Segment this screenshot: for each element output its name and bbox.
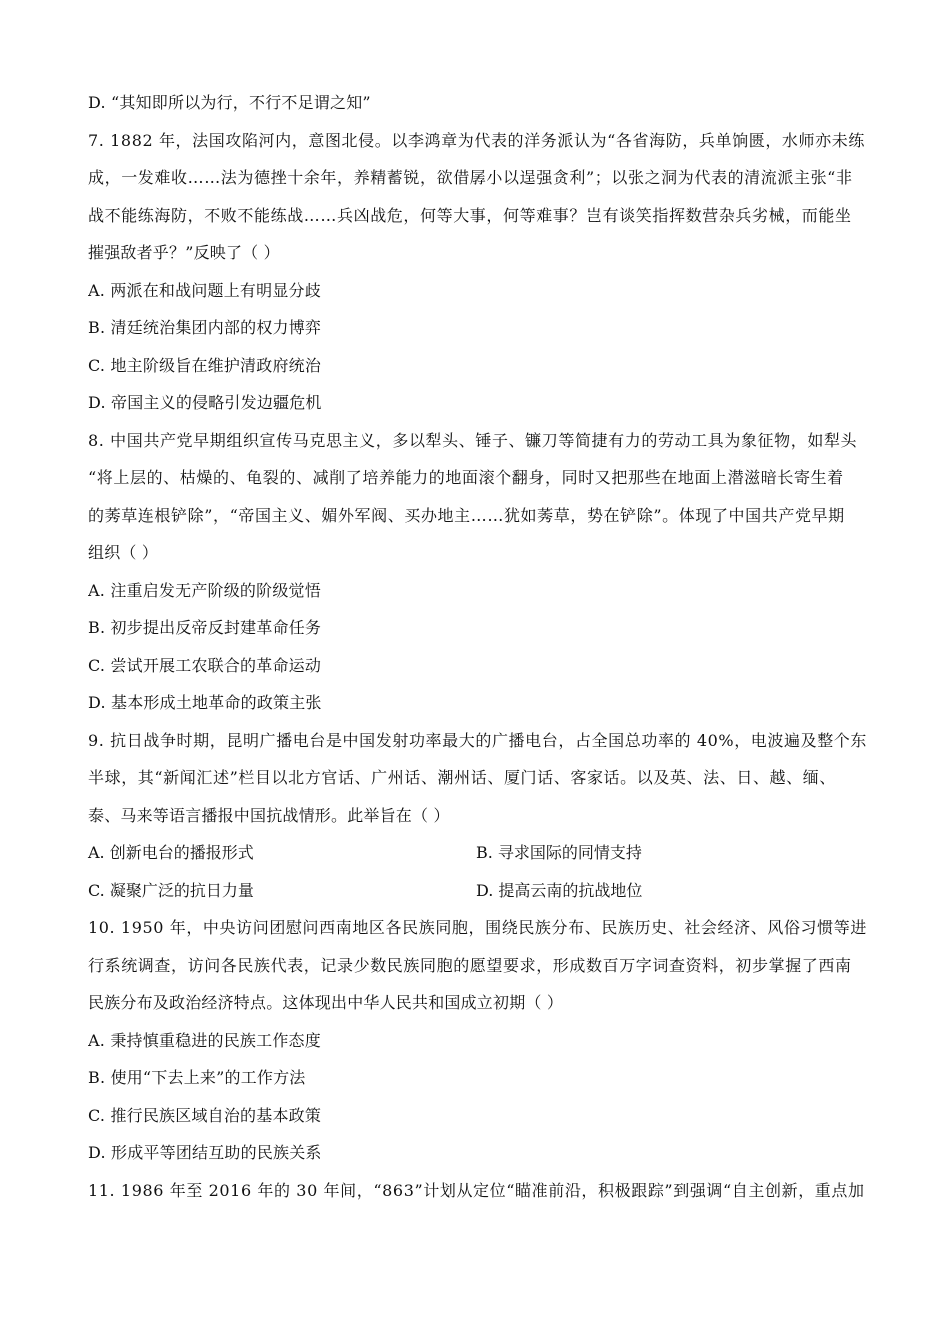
option-a: A. 秉持慎重稳进的民族工作态度 [88, 1030, 321, 1050]
option-row [88, 842, 878, 880]
question-stem-line: “将上层的、枯燥的、龟裂的、减削了培养能力的地面滚个翻身，同时又把那些在地面上潜滋暗长寄生着 [88, 468, 844, 487]
option-b: B. 初步提出反帝反封建革命任务 [88, 618, 322, 637]
question-stem-line: 的莠草连根铲除”，“帝国主义、媚外军阀、买办地主……犹如莠草，势在铲除”。体现了中国共产党早期 [88, 505, 845, 525]
option-a: A. 创新电台的播报形式 [88, 843, 254, 862]
question-stem-line: 民族分布及政治经济特点。这体现出中华人民共和国成立初期（ ） [88, 993, 564, 1012]
option-row [88, 880, 878, 918]
prev-question-option-d: D. “其知即所以为行，不行不足谓之知” [88, 93, 371, 112]
exam-page [88, 92, 878, 1217]
option-d: D. 基本形成土地革命的政策主张 [88, 693, 322, 712]
option-a: A. 两派在和战问题上有明显分歧 [88, 280, 321, 300]
question-stem-line: 成，一发难收……法为德挫十余年，养精蓄锐，欲借孱小以逞强贪利”；以张之洞为代表的清流派主张“非 [88, 168, 853, 187]
question-stem-line: 战不能练海防，不败不能练战……兵凶战危，何等大事，何等难事？岂有谈笑指挥数营杂兵劣械，而能坐 [88, 205, 852, 225]
question-9 [88, 730, 878, 918]
option-c: C. 凝聚广泛的抗日力量 [88, 880, 254, 900]
option-d: D. 帝国主义的侵略引发边疆危机 [88, 393, 322, 412]
option-b: B. 清廷统治集团内部的权力博弈 [88, 318, 322, 337]
question-11 [88, 1180, 878, 1218]
question-10 [88, 917, 878, 1180]
question-8 [88, 430, 878, 730]
option-b: B. 使用“下去上来”的工作方法 [88, 1068, 306, 1087]
option-c: C. 地主阶级旨在维护清政府统治 [88, 355, 322, 375]
question-stem-line: 组织（ ） [88, 543, 159, 562]
question-stem-line: 泰、马来等语言播报中国抗战情形。此举旨在（ ） [88, 805, 450, 825]
question-stem-line: 8. 中国共产党早期组织宣传马克思主义，多以犁头、锤子、镰刀等简捷有力的劳动工具为象征物，如犁头 [88, 430, 858, 450]
question-stem-line: 11. 1986 年至 2016 年的 30 年间，“863”计划从定位“瞄准前沿，积极跟踪”到强调“自主创新，重点加 [88, 1180, 865, 1200]
question-stem-line: 9. 抗日战争时期，昆明广播电台是中国发射功率最大的广播电台，占全国总功率的 40%，电波遍及整个东 [88, 730, 868, 750]
option-c: C. 尝试开展工农联合的革命运动 [88, 655, 322, 675]
question-stem-line: 半球，其“新闻汇述”栏目以北方官话、广州话、潮州话、厦门话、客家话。以及英、法、日、越、缅、 [88, 768, 836, 787]
option-a: A. 注重启发无产阶级的阶级觉悟 [88, 580, 321, 600]
option-d: D. 形成平等团结互助的民族关系 [88, 1143, 322, 1162]
option-b: B. 寻求国际的同情支持 [476, 843, 642, 862]
question-7 [88, 130, 878, 430]
option-c: C. 推行民族区域自治的基本政策 [88, 1105, 322, 1125]
question-stem-line: 10. 1950 年，中央访问团慰问西南地区各民族同胞，围绕民族分布、民族历史、社会经济、风俗习惯等进 [88, 918, 867, 937]
question-stem-line: 行系统调查，访问各民族代表，记录少数民族同胞的愿望要求，形成数百万字词查资料，初步掌握了西南 [88, 955, 852, 975]
question-stem-line: 摧强敌者乎？”反映了（ ） [88, 243, 280, 262]
option-d: D. 提高云南的抗战地位 [476, 880, 643, 900]
question-stem-line: 7. 1882 年，法国攻陷河内，意图北侵。以李鸿章为代表的洋务派认为“各省海防，兵单饷匮，水师亦未练 [88, 130, 865, 150]
